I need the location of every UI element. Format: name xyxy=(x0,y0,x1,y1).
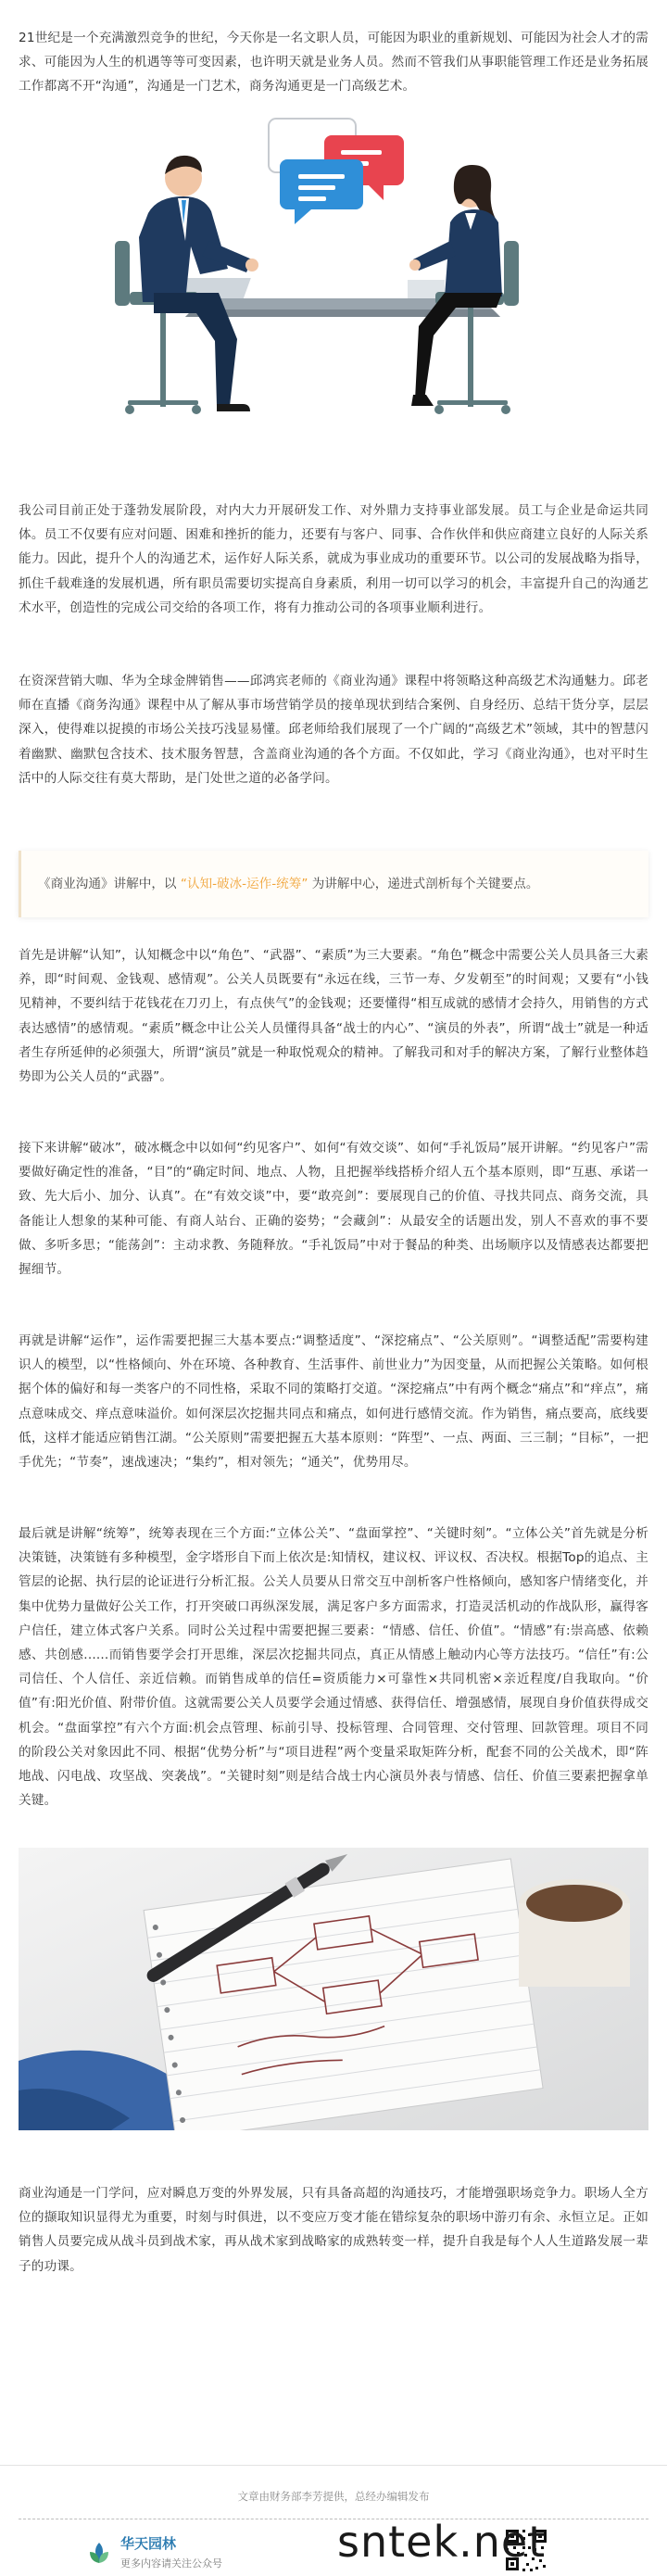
watermark-text: sntek.net xyxy=(337,2517,547,2567)
quote-box xyxy=(19,851,648,917)
notebook-photo xyxy=(19,1848,648,2130)
conclusion-paragraph: 商业沟通是一门学问，应对瞬息万变的外界发展，只有具备高超的沟通技巧，才能增强职场竞争力。职场人全方位的撷取知识显得尤为重要，时刻与时俱进，以不变应万变才能在错综复杂的职场中游刃有余、永恒立足。正如销售人员要完成从战斗员到战术家，再从战术家到战略家的成熟转变一样，提升自我是每个人人生道路发展一辈子的功课。 xyxy=(19,2186,648,2274)
huatian-logo-icon xyxy=(87,2541,111,2569)
yunzuo-paragraph: 再就是讲解“运作”，运作需要把握三大基本要点:“调整适度”、“深挖痛点”、“公关原则”。“调整适配”需要构建识人的模型，以“性格倾向、外在环境、各种教育、生活事件、前世业力”为因变量，从而把握公关策略。如何根据个体的偏好和每一类客户的不同性格，采取不同的策略打交道。“深挖痛点”中有两个概念“痛点”和“痒点”，痛点意味成交、痒点意味溢价。如何深层次挖掘共同点和痛点，如何进行感情交流。作为销售，痛点要高，底线要低，这样才能适应销售江湖。“公关原则”需要把握五大基本原则：“阵型”、一点、两面、三三制；“目标”，一把手优先；“节奏”，速战速决；“集约”，相对领先；“通关”，优势用尽。 xyxy=(19,1333,648,1471)
company-paragraph: 我公司目前正处于蓬勃发展阶段，对内大力开展研发工作、对外鼎力支持事业部发展。员工与企业是命运共同体。员工不仅要有应对问题、困难和挫折的能力，还要有与客户、同事、合作伙伴和供应商建立良好的人际关系能力。因此，提升个人的沟通艺术，运作好人际关系，就成为事业成功的重要环节。以公司的发展战略为指导，抓住千载难逢的发展机遇，所有职员需要切实提高自身素质，利用一切可以学习的机会，丰富提升自己的沟通艺术水平，创造性的完成公司交给的各项工作，将有力推动公司的各项事业顺利进行。 xyxy=(19,503,648,615)
brand-subtitle: 更多内容请关注公众号 xyxy=(120,2557,222,2570)
notebook-photo-svg xyxy=(19,1848,648,2130)
quote-prefix: 《商业沟通》讲解中，以 xyxy=(38,877,181,891)
meeting-illustration xyxy=(19,102,648,449)
quote-highlight: “认知-破冰-运作-统筹” xyxy=(180,877,308,891)
editor-note: 文章由财务部李芳提供，总经办编辑发布 xyxy=(237,2490,430,2503)
intro-paragraph: 21世纪是一个充满激烈竞争的世纪，今天你是一名文职人员，可能因为职业的重新规划、可能因为社会人才的需求、可能因为人生的机遇等等可变因素，也许明天就是业务人员。然而不管我们从事职能管理工作还是业务拓展工作都离不开“沟通”，沟通是一门艺术，商务沟通更是一门高级艺术。 xyxy=(19,31,648,95)
brand-name: 华天园林 xyxy=(120,2535,177,2552)
tongchou-paragraph: 最后就是讲解“统筹”，统筹表现在三个方面:“立体公关”、“盘面掌控”、“关键时刻”。“立体公关”首先就是分析决策链，决策链有多种模型，金字塔形自下而上依次是:知情权，建议权、评议权、否决权。根据Top的追点、主管层的论据、执行层的论证进行分析汇报。公关人员要从日常交互中剖析客户性格倾向，感知客户情绪变化，并集中优势力量做好公关工作，打开突破口再纵深发展，满足客户多方面需求，打造灵活机动的作战队形，赢得客户信任，建立体式客户关系。同时公关过程中需要把握三要素：“情感、信任、价值”。“情感”有:崇高感、依赖感、共创感......而销售要学会打开思维，深层次挖掘共同点，真正从情感上触动内心等方法技巧。“信任”有:公司信任、个人信任、亲近信赖。而销售成单的信任=资质能力×可靠性×共同机密×亲近程度/自我取向。“价值”有:阳光价值、附带价值。这就需要公关人员要学会通过情感、获得信任、增强感情，展现自身价值获得成交机会。“盘面掌控”有六个方面:机会点管理、标前引导、投标管理、合同管理、交付管理、回款管理。项目不同的阶段公关对象因此不同、根据“优势分析”与“项目进程”两个变量采取矩阵分析，配套不同的公关战术，即“阵地战、闪电战、攻坚战、突袭战”。“关键时刻”则是结合战士内心演员外表与情感、信任、价值三要素把握拿单关键。 xyxy=(19,1526,648,1809)
course-paragraph: 在资深营销大咖、华为全球金牌销售——邱鸿宾老师的《商业沟通》课程中将领略这种高级艺术沟通魅力。邱老师在直播《商务沟通》课程中从了解从事市场营销学员的接单现状到结合案例、自身经历、总结干货分享，层层深入，使得难以捉摸的市场公关技巧浅显易懂。邱老师给我们展现了一个广阔的“高级艺术”领域，其中的智慧闪着幽默、幽默包含技术、技术服务智慧，含盖商业沟通的各个方面。不仅如此，学习《商业沟通》，也对平时生活中的人际交往有莫大帮助，是门处世之道的必备学问。 xyxy=(19,674,648,786)
renzhi-paragraph: 首先是讲解“认知”，认知概念中以“角色”、“武器”、“素质”为三大要素。“角色”概念中需要公关人员具备三大素养，即“时间观、金钱观、感情观”。公关人员既要有“永远在线，三节一寿、夕发朝至”的时间观；又要有“小钱见精神，不要纠结于花钱花在刀刃上，有点侠气”的金钱观；还要懂得“相互成就的感情才会持久，用销售的方式表达感情”的感情观。“素质”概念中让公关人员懂得具备“战士的内心”、“演员的外表”，所谓“战士”就是一种适者生存所延伸的必须强大，所谓“演员”就是一种取悦观众的精神。了解我司和对手的解决方案，了解行业整体趋势即为公关人员的“武器”。 xyxy=(19,948,648,1085)
meeting-illustration-svg xyxy=(19,102,648,449)
quote-suffix: 为讲解中心，递进式剖析每个关键要点。 xyxy=(308,877,539,891)
footer-separator xyxy=(0,2465,667,2466)
pobing-paragraph: 接下来讲解“破冰”，破冰概念中以如何“约见客户”、如何“有效交谈”、如何“手礼饭局”展开讲解。“约见客户”需要做好确定性的准备，“目”的“确定时间、地点、人物，且把握举线搭桥介绍人五个基本原则，即“互惠、承诺一致、先大后小、加分、认真”。在“有效交谈”中，要“敢亮剑”：要展现自己的价值、寻找共同点、商务交流，具备能让人想象的某种可能、有商人站台、正确的姿势；“会藏剑”：从最安全的话题出发，别人不喜欢的事不要做、多听多思；“能荡剑”：主动求教、务随释放。“手礼饭局”中对于餐品的种类、出场顺序以及情感表达都要把握细节。 xyxy=(19,1141,648,1278)
